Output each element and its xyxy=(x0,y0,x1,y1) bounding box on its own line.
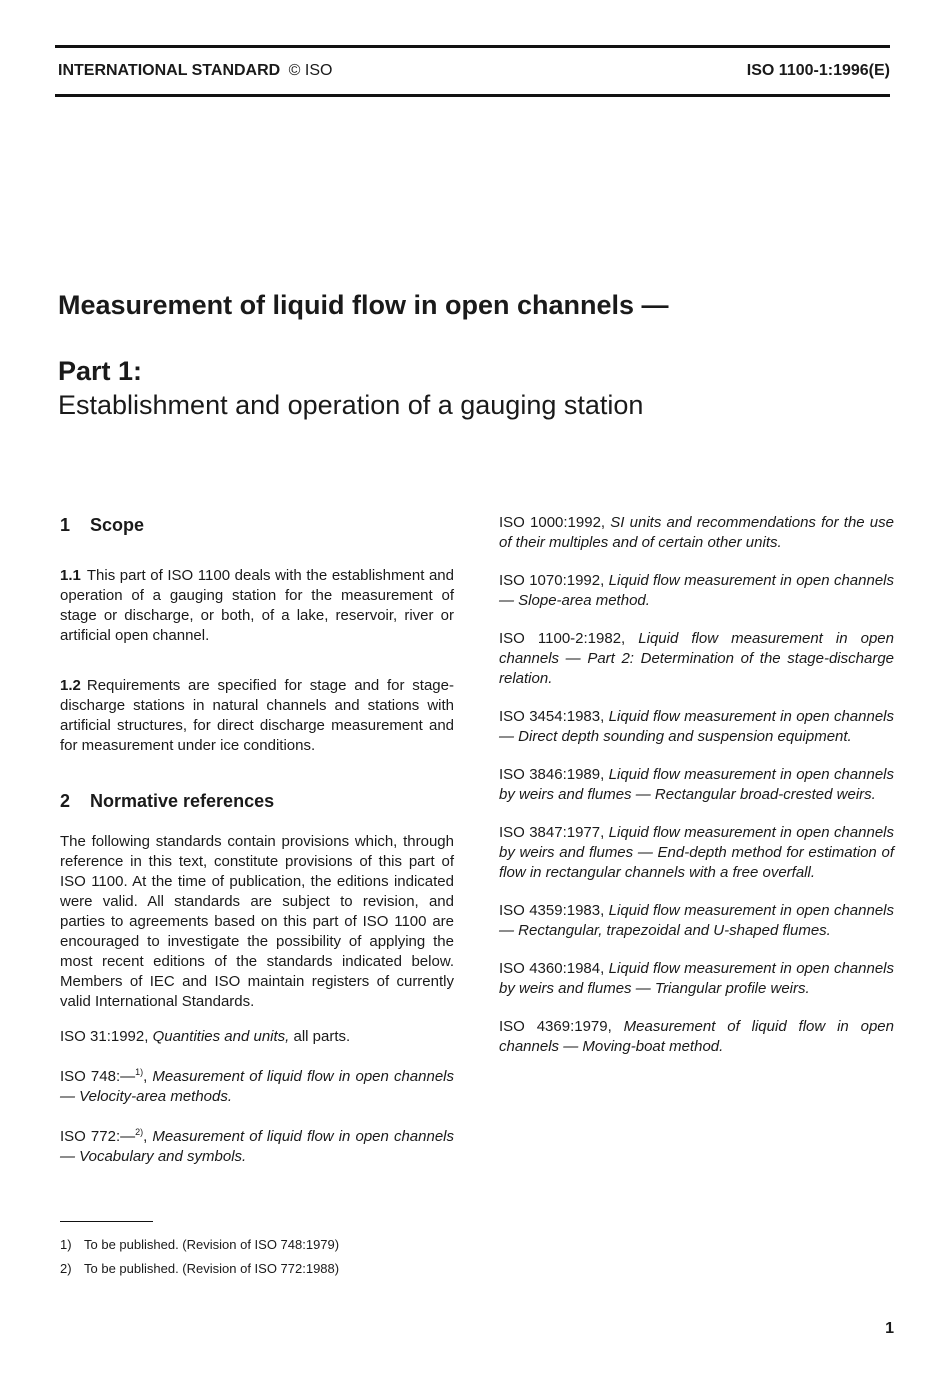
reference-item xyxy=(499,513,894,553)
reference-item xyxy=(60,1027,454,1047)
header-top-rule xyxy=(55,45,890,48)
document-code: ISO 1100-1:1996(E) xyxy=(746,62,890,79)
clause-number: 1.1 xyxy=(60,567,81,584)
reference-item xyxy=(499,823,894,883)
copyright-iso: © ISO xyxy=(288,62,333,79)
reference-title: Measurement of liquid flow in open channels — Moving-boat method. xyxy=(499,1018,894,1055)
reference-code: ISO 4359:1983, xyxy=(499,902,605,919)
normative-references-intro: The following standards contain provisions which, through reference in this text, constitute provisions of this part of ISO 1100. At the time of publication, the editions indicated were valid. All standards are subject to revision, and parties to agreements based on this part of ISO 1100 are encouraged to investigate the possibility of applying the most recent editions of the standards indicated below. Members of IEC and ISO maintain registers of currently valid International Standards. xyxy=(60,833,454,1010)
reference-code: ISO 3847:1977, xyxy=(499,824,605,841)
reference-item: ISO 748:—$^{1)}$, Measurement of liquid flow in open channels — Velocity-area methods. xyxy=(60,1067,454,1105)
footnote-text: To be published. (Revision of ISO 748:1979) xyxy=(84,1237,340,1252)
reference-item xyxy=(499,707,894,747)
clause-1-1 xyxy=(60,566,454,646)
left-column xyxy=(60,512,454,1182)
part-label: Part 1: xyxy=(58,356,143,386)
section-normative-references-heading xyxy=(60,788,454,814)
reference-title: Quantities and units, xyxy=(152,1028,290,1045)
reference-item: ISO 772:—$^{2)}$, Measurement of liquid flow in open channels — Vocabulary and symbols. xyxy=(60,1127,454,1165)
footnote-number: 1) xyxy=(60,1237,72,1252)
section-scope-heading xyxy=(60,512,454,538)
reference-title: Liquid flow measurement in open channels — Slope-area method. xyxy=(499,572,894,609)
reference-title: Measurement of liquid flow in open channels — Vocabulary and symbols. xyxy=(60,1128,454,1165)
footnotes xyxy=(60,1233,339,1281)
reference-title: Liquid flow measurement in open channels — Part 2: Determination of the stage-discharge relation. xyxy=(499,630,894,687)
reference-title: Liquid flow measurement in open channels — Rectangular, trapezoidal and U-shaped flumes. xyxy=(499,902,894,939)
document-title: Measurement of liquid flow in open channels — xyxy=(58,290,669,320)
reference-code: ISO 4369:1979, xyxy=(499,1018,612,1035)
reference-code: ISO 1070:1992, xyxy=(499,572,605,589)
clause-text: Requirements are specified for stage and for stage-discharge stations in natural channels and stations with artificial structures, for direct discharge measurement and for measurement under ice conditions. xyxy=(60,677,454,754)
reference-item xyxy=(499,901,894,941)
reference-item xyxy=(499,765,894,805)
right-column xyxy=(499,513,894,1075)
reference-title: Measurement of liquid flow in open channels — Velocity-area methods. xyxy=(60,1068,454,1105)
footnote-item xyxy=(60,1233,339,1257)
reference-code: ISO 1100-2:1982, xyxy=(499,630,626,647)
section-title: Scope xyxy=(90,515,145,535)
footnote-number: 2) xyxy=(60,1261,72,1276)
standard-type: INTERNATIONAL STANDARD xyxy=(58,62,281,79)
reference-code: ISO 4360:1984, xyxy=(499,960,605,977)
footnote-text: To be published. (Revision of ISO 772:1988) xyxy=(84,1261,340,1276)
reference-title: Liquid flow measurement in open channels by weirs and flumes — Rectangular broad-crested weirs. xyxy=(499,766,894,803)
reference-title: Liquid flow measurement in open channels by weirs and flumes — Triangular profile weirs. xyxy=(499,960,894,997)
clause-1-2 xyxy=(60,676,454,756)
footnote-marker: 2) xyxy=(135,1127,144,1137)
reference-item xyxy=(499,1017,894,1057)
reference-title: Liquid flow measurement in open channels by weirs and flumes — End-depth method for estimation of flow in rectangular channels with a free overfall. xyxy=(499,824,894,881)
reference-code: ISO 31:1992, xyxy=(60,1028,149,1045)
reference-code: ISO 3454:1983, xyxy=(499,708,605,725)
header-left xyxy=(58,62,332,80)
reference-code: ISO 772:— xyxy=(60,1128,136,1145)
reference-code: ISO 3846:1989, xyxy=(499,766,605,783)
page-number: 1 xyxy=(885,1320,894,1337)
section-number: 2 xyxy=(60,791,71,811)
section-number: 1 xyxy=(60,515,71,535)
footnote-separator xyxy=(60,1221,153,1222)
part-subtitle: Establishment and operation of a gauging station xyxy=(58,390,644,420)
clause-number: 1.2 xyxy=(60,677,81,694)
header-bottom-rule xyxy=(55,94,890,97)
footnote-item xyxy=(60,1257,339,1281)
reference-title: SI units and recommendations for the use of their multiples and of certain other units. xyxy=(499,514,894,551)
footnote-marker: 1) xyxy=(135,1067,144,1077)
reference-item xyxy=(499,959,894,999)
reference-item xyxy=(499,571,894,611)
reference-suffix: all parts. xyxy=(289,1028,351,1045)
reference-title: Liquid flow measurement in open channels — Direct depth sounding and suspension equipment. xyxy=(499,708,894,745)
reference-item xyxy=(499,629,894,689)
clause-text: This part of ISO 1100 deals with the establishment and operation of a gauging station for the measurement of stage or discharge, or both, of a lake, reservoir, river or artificial open channel. xyxy=(60,567,454,644)
section-title: Normative references xyxy=(90,791,275,811)
reference-code: ISO 1000:1992, xyxy=(499,514,606,531)
reference-code: ISO 748:— xyxy=(60,1068,136,1085)
